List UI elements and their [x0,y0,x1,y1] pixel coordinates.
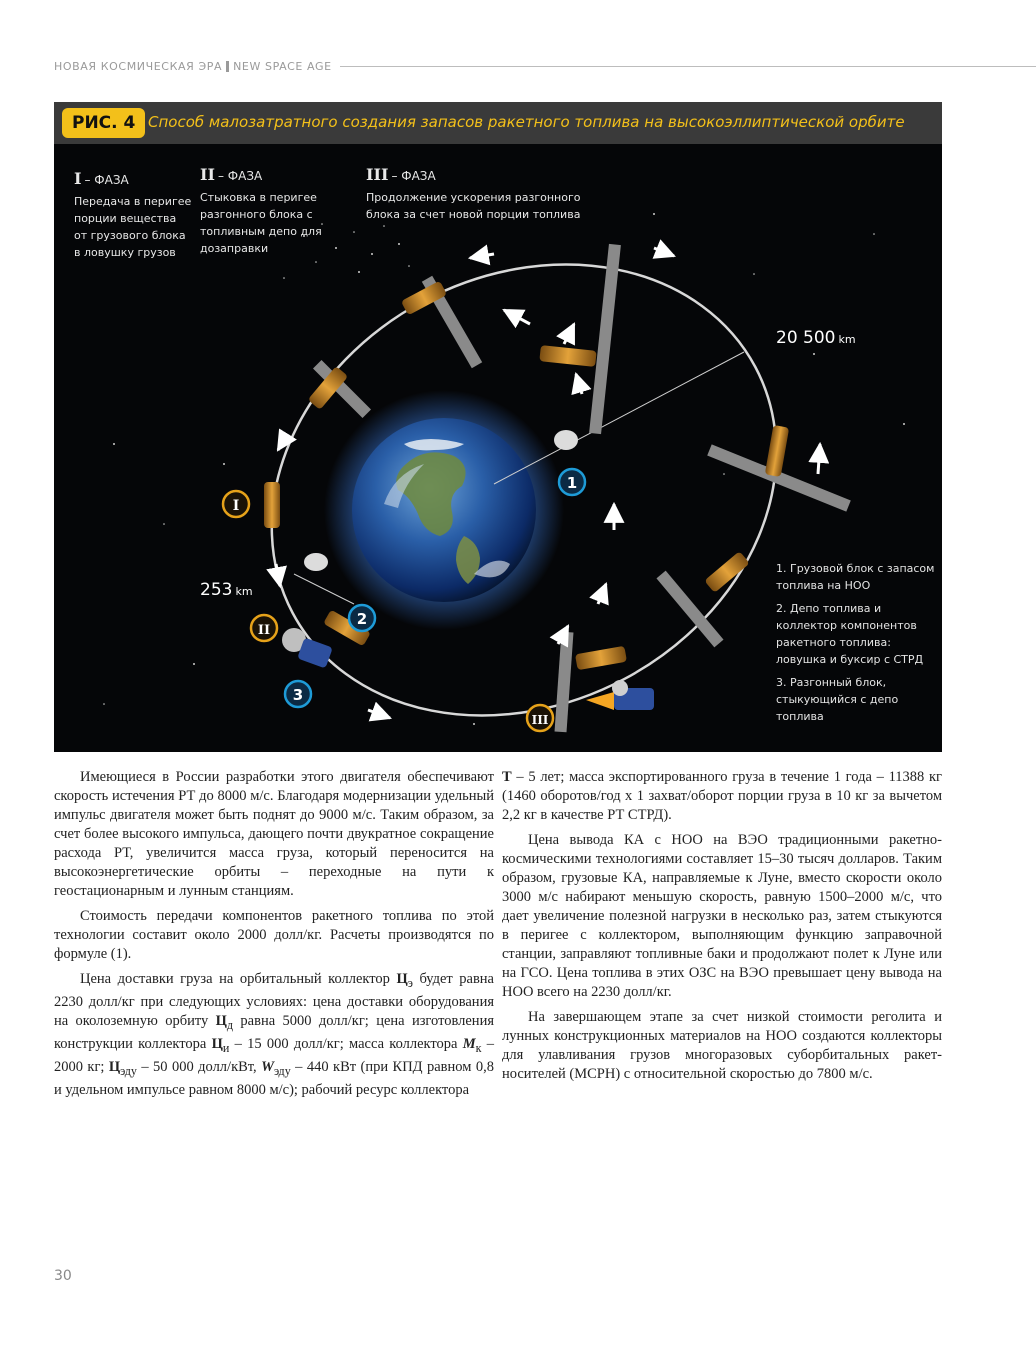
running-head-ru: НОВАЯ КОСМИЧЕСКАЯ ЭРА [54,59,223,73]
running-head-en: NEW SPACE AGE [233,59,332,73]
phase-ii-block [200,166,340,257]
apogee-value: 20 500 [776,328,836,348]
lp3-c: равна 5000 долл/кг; цена изготовления конструкции коллектора [54,1012,494,1052]
phase-i-text: Передача в перигее порции вещества от грузового блока в ловушку грузов [74,195,192,259]
phase-iii-text: Продолжение ускорения разгонного блока за счет новой порции топлива [366,191,581,221]
legend-item-2: 2. Депо топлива и коллектор компонентов ракетного топлива: ловушка и буксир с СТРД [776,602,924,666]
figure-badge: РИС. 4 [62,108,145,138]
solar-array-top [589,244,621,434]
marker-3-label: 3 [292,686,304,704]
lp3-d: – 15 000 долл/кг; масса коллектора [229,1035,463,1052]
lp3-sub3: и [222,1040,230,1055]
phase-iii-block [366,166,582,223]
lp3-sym3: Ц [211,1035,223,1052]
left-paragraph-2: Стоимость передачи компонентов ракетного топлива по этой технологии составит около 2000 долл/кг. Расчеты производятся по формуле (1). [54,908,494,962]
lp3-sub6: эду [274,1063,291,1078]
perigee-distance-line [294,574,354,604]
arrow-far-right [818,444,820,474]
tank-phase-i [264,482,280,528]
phase-iii-numeral: III [366,165,389,184]
solar-array-bottom [555,632,574,733]
marker-phase-iii [527,705,553,731]
legend-item-3: 3. Разгонный блок, стыкующийся с депо топлива [776,676,899,723]
marker-phase-ii [251,615,277,641]
rp1-sym: T [502,769,512,785]
running-head-rule [340,66,1036,67]
arrow-right-2 [598,584,606,604]
right-paragraph-3: На завершающем этапе за счет низкой стоимости реголита и лунных конструкционных материалов на НОО создаются коллекторы для улавливания грузов многоразовых суборбитальных ракет-носителей (МСРН) с относительной скоростью до 7800 м/с. [502,1009,942,1082]
left-paragraph-3 [54,970,494,1100]
phase-ii-numeral: II [200,165,215,184]
lp3-sym1: Ц [396,971,408,987]
perigee-unit: km [235,585,253,598]
lp3-sub2: д [226,1017,234,1032]
lp3-sym5: Ц [108,1058,121,1075]
marker-3 [285,681,311,707]
phase-i-block [74,170,192,261]
lp3-sub1: э [407,975,413,990]
lp3-sub5: эду [120,1063,137,1078]
arrow-top [654,248,674,256]
lp3-sub4: к [475,1040,482,1055]
upper-stage-iii-head [612,680,628,696]
lp3-sym6: W [261,1058,274,1075]
tank-right [765,425,789,477]
page-number: 30 [54,1268,72,1284]
marker-phase-i [223,491,249,517]
text-column-left [54,768,494,1106]
lp3-g: – 440 кВт (при КПД равном 0,8 и удельном импульсе равном 8000 м/с); рабочий ресурс коллектора [54,1058,494,1098]
marker-2-label: 2 [356,610,368,628]
apogee-distance-line [494,352,744,484]
phase-ii-word: – ФАЗА [217,169,263,183]
marker-phase-i-label: I [232,498,240,514]
cargo-block-2 [304,553,328,571]
lp3-e: – 2000 кг; [54,1035,494,1075]
apogee-unit: km [838,333,856,346]
marker-phase-ii-label: II [257,623,271,638]
running-head-separator [226,61,229,72]
phase-ii-title [200,166,340,185]
left-paragraph-1: Имеющиеся в России разработки этого двигателя обеспечивают скорость истечения РТ до 8000 м/с. Благодаря модернизации удельный импульс двигателя может быть поднят до 9000 м/с. Таким образом, за счет более высокого импульса, дающего почти двукратное сокращение расхода РТ, увеличится масса груза, который переносится на высокоэнергетические орбиты – переходные на пути к геостационарным и лунным станциям. [54,769,494,899]
lp3-f: – 50 000 долл/кВт, [136,1058,262,1075]
lp3-sym2: Ц [215,1012,227,1029]
marker-2 [349,605,375,631]
legend-item-1: 1. Грузовой блок с запасом топлива на НОО [776,562,935,592]
marker-1-label: 1 [566,474,578,492]
right-paragraph-1 [502,768,942,825]
tank-bottom [575,646,627,670]
tank-top [539,345,596,367]
tank-lower-right [704,551,750,593]
arrow-lower-left [276,564,280,586]
figure-header [54,102,942,144]
rp1-text: – 5 лет; масса экспортированного груза в течение 1 года – 11388 кг (1460 оборотов/год x 1 захват/оборот порции груза в 10 кг за вычетом 2,2 кг в качестве РТ СТРД). [502,769,942,823]
figure-4 [54,102,942,752]
marker-phase-iii-label: III [531,713,549,727]
figure-legend [776,560,936,731]
running-head [54,56,1036,76]
lp3-sym4: M [462,1035,476,1052]
arrow-upper-mid [504,310,530,324]
apogee-label [776,328,856,348]
phase-iii-word: – ФАЗА [391,169,436,183]
lp3-b: будет равна 2230 долл/кг при следующих условиях: цена доставки оборудования на околоземную орбиту [54,971,494,1029]
phase-i-word: – ФАЗА [84,173,129,187]
phase-iii-title [366,166,582,185]
arrow-upper-left [470,254,494,258]
marker-1 [559,469,585,495]
arrow-inner-right-1 [564,324,574,344]
arrow-inner-right-2 [576,374,582,394]
lp3-a: Цена доставки груза на орбитальный коллектор [80,971,397,987]
text-column-right [502,768,942,1090]
right-paragraph-2: Цена вывода КА с НОО на ВЭО традиционными ракетно-космическими технологиями составляет 15–30 тысяч долларов. Таким образом, грузовые КА, направляемые к Луне, вместо скорости около 3000 м/с набирают меньшую скорость, равную 1500–2000 м/с, что дает увеличение полезной нагрузки в несколько раз, затем стыкуются в перигее с коллектором, выполняющим функцию заправочной станции, заправляют топливные баки и продолжают полет к Луне или на ГСО. Цена топлива в этих ОЗС на ВЭО превышает цену вывода на НОО всего на 2230 долл/кг. [502,832,942,1000]
cargo-block-1 [554,430,578,450]
phase-i-numeral: I [74,169,82,188]
phase-i-title [74,170,192,189]
figure-title: Способ малозатратного создания запасов ракетного топлива на высокоэллиптической орбите [148,113,905,131]
perigee-label [200,580,253,600]
perigee-value: 253 [200,580,233,600]
arrow-bottom-left [368,710,390,718]
phase-ii-text: Стыковка в перигее разгонного блока с топливным депо для дозаправки [200,191,322,255]
